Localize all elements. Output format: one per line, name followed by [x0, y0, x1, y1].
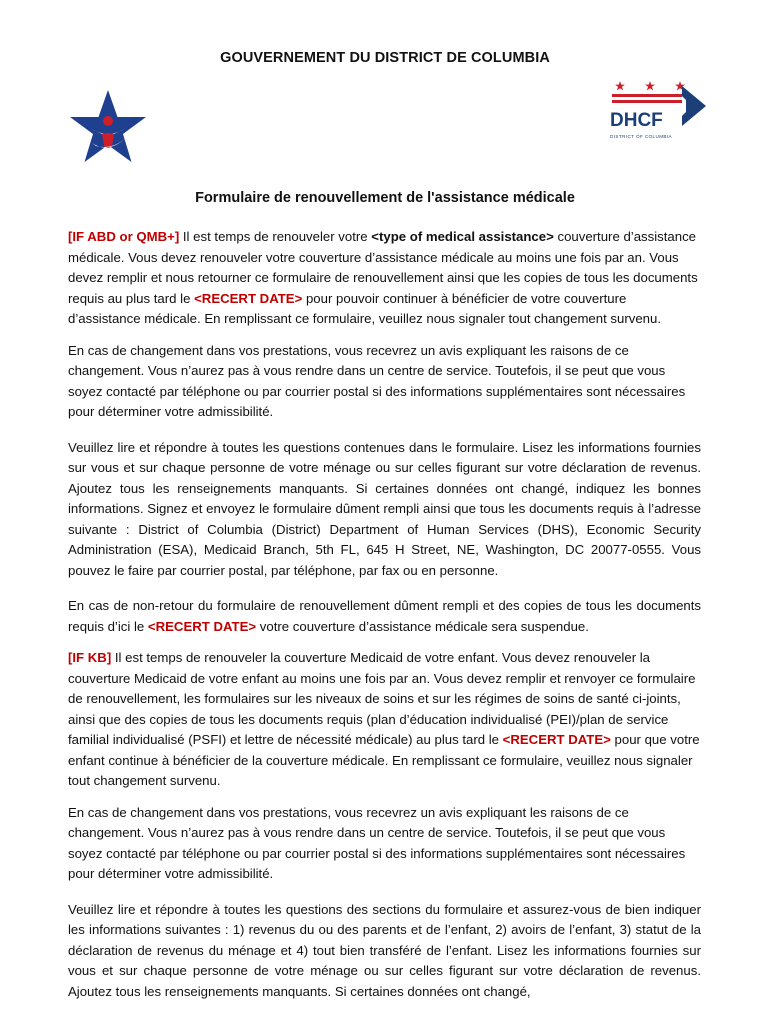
text-run: Il est temps de renouveler la couverture Medicaid de votre enfant. Vous devez renouveler la couverture Medicaid de votre enfant au moins une fois par an. Vous devez remplir et renvoyer ce formulaire de renouvellement, les formulaires sur les niveaux de soins et sur les régimes de soins de santé ci-joints, ainsi que des copies de tous les documents requis (plan d’éducation individualisé (PEI)/plan de service familial individualisé (PSFI) et lettre de nécessité médicale) au plus tard le [68, 650, 696, 747]
form-body [68, 227, 701, 1013]
dhcf-tagline: DISTRICT OF COLUMBIA [610, 134, 673, 139]
form-title: Formulaire de renouvellement de l'assistance médicale [195, 190, 575, 206]
dhcf-stripe-top [612, 94, 682, 97]
intro-kb-paragraph [68, 648, 701, 792]
government-title: GOUVERNEMENT DU DISTRICT DE COLUMBIA [220, 50, 550, 66]
text-run: couverture d’assistance médicale. Vous devez renouveler votre couverture d’assistance médicale au moins une fois par an. Vous devez remplir et nous retourner ce formulaire de renouvellement ainsi que les copies de tous les documents requis au plus tard le [68, 229, 698, 306]
intro-abd-paragraph [68, 227, 701, 330]
benefits-change-paragraph: En cas de changement dans vos prestations, vous recevrez un avis expliquant les raisons de ce changement. Vous n’aurez pas à vous rendre dans un centre de service. Toutefois, il se peut que vous soyez contacté par téléphone ou par courrier postal si des informations supplémentaires sont nécessaires pour déterminer votre admissibilité. [68, 342, 686, 419]
text-run: Il est temps de renouveler votre [179, 229, 372, 244]
instructions-paragraph-kb: Veuillez lire et répondre à toutes les questions des sections du formulaire et assurez-vous de bien indiquer les informations suivantes : 1) revenus du ou des parents et de l’enfant, 2) avoirs de l’enfant, 3) statut de la déclaration de revenus du ménage et 4) tout bien transféré de l’enfant. Lisez les informations fournies sur vous et sur chaque personne de votre ménage ou sur celles figurant sur votre déclaration de revenus. Ajoutez tous les renseignements manquants. Si certaines données ont changé, [68, 901, 701, 999]
recert-date-placeholder: <RECERT DATE> [194, 290, 303, 306]
dc-star-logo [68, 88, 148, 166]
dhcf-stars [615, 81, 685, 90]
dhcf-flag-canton [686, 98, 696, 114]
instructions-paragraph: Veuillez lire et répondre à toutes les questions contenues dans le formulaire. Lisez les informations fournies sur vous et sur chaque personne de votre ménage ou sur celles figurant sur votre déclaration de revenus. Ajoutez tous les renseignements manquants. Si certaines données ont changé, indiquez les bonnes informations. Signez et envoyez le formulaire dûment rempli ainsi que tous les documents requis à l’adresse suivante : District of Columbia (District) Department of Human Services (DHS), Economic Security Administration (ESA), Medicaid Branch, 5th FL, 645 H Street, NE, Washington, DC 20077-0555. Vous pouvez le faire par courrier postal, par téléphone, par fax ou en personne. [68, 439, 701, 578]
placeholder-field: <type of medical assistance> [371, 229, 554, 244]
dhcf-logo [606, 80, 710, 142]
condition-tag: [IF ABD or QMB+] [68, 229, 180, 244]
dhcf-wordmark: DHCF [610, 110, 663, 131]
dhcf-stripe-bottom [612, 100, 682, 103]
text-run: pour que votre enfant continue à bénéficier de la couverture médicale. En remplissant ce formulaire, veuillez nous signaler tout changement survenu. [68, 732, 700, 788]
benefits-change-paragraph-kb: En cas de changement dans vos prestations, vous recevrez un avis expliquant les raisons de ce changement. Vous n’aurez pas à vous rendre dans un centre de service. Toutefois, il se peut que vous soyez contacté par téléphone ou par courrier postal si des informations supplémentaires sont nécessaires pour déterminer votre admissibilité. [68, 804, 686, 881]
text-run: En cas de non-retour du formulaire de renouvellement dûment rempli et des copies de tous les documents requis d’ici le [68, 598, 701, 634]
condition-tag: [IF KB] [68, 650, 112, 665]
non-return-paragraph [68, 596, 701, 637]
recert-date-placeholder: <RECERT DATE> [147, 618, 257, 634]
figure-head [103, 116, 113, 126]
recert-date-placeholder: <RECERT DATE> [502, 732, 611, 747]
text-run: votre couverture d’assistance médicale sera suspendue. [256, 618, 589, 634]
text-run: pour pouvoir continuer à bénéficier de votre couverture d’assistance médicale. En remplissant ce formulaire, veuillez nous signaler tout changement survenu. [68, 290, 662, 326]
